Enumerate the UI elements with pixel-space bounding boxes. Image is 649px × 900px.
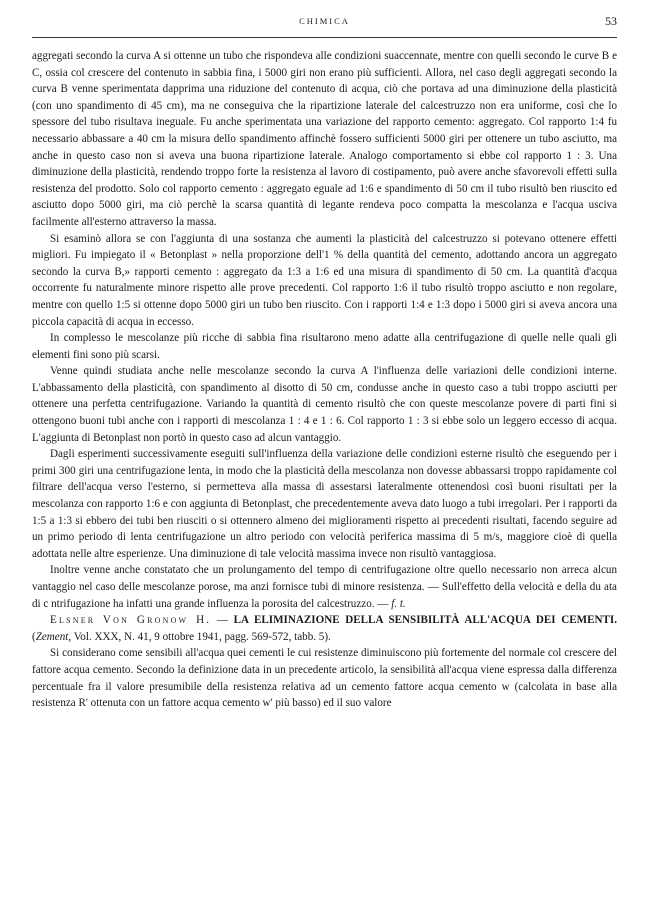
article-heading: Elsner Von Gronow H. — LA ELIMINAZIONE DELLA SENSIBILITÀ ALL'ACQUA DEI CEMENTI. (Zement, Vol. XXX, N. 41, 9 ottobre 1941, pagg. 569-572, tabb. 5). [32,614,618,643]
header-rule [32,37,617,38]
page-header [32,16,617,32]
paragraph-4: Venne quindi studiata anche nelle mescolanze secondo la curva A l'influenza delle variazioni delle condizioni interne. L'abbassamento della plasticità, con spandimento al disotto di 50 cm, condusse anche in questo caso a tubi troppo asciutti per ottenere una perfetta centrifugazione. Variando la quantità di cemento risultò che con queste mescolanze povere di parti fini si ottengono buoni tubi anche con i rapporti di mescolanza 1 : 4 e 1 : 6. Col rapporto 1 : 3 si ebbe solo un leggero eccesso di acqua. L'aggiunta di Betonplast non portò in questo caso ad alcun vantaggio. [32,365,617,444]
article-title: LA ELIMINAZIONE DELLA SENSIBILITÀ ALL'ACQUA DEI CEMENTI. [233,614,618,627]
running-title: CHIMICA [299,16,350,26]
paragraph-2: Si esaminò allora se con l'aggiunta di una sostanza che aumenti la plasticità del calcestruzzo si potevano ottenere effetti migliori. Fu impiegato il « Betonplast » nella proporzione dell'1 % della quantità del cemento, adottando ancora un aggregato secondo la curva B,» rapporti cemento : aggregato da 1:3 a 1:6 ed una misura di spandimento di 50 cm. La quantità d'acqua occorrente fu naturalmente minore rispetto alle prove precedenti. Col rapporto 1:6 il tubo risultò troppo asciutto e non regolare, mentre con quello 1:5 si ottenne dopo 5000 giri un tubo ben riuscito. Con i rapporti 1:4 e 1:3 dopo i 5000 giri si aveva ancora una piccola capacità di acqua in eccesso. [32,232,617,328]
paragraph-5: Dagli esperimenti successivamente eseguiti sull'influenza della variazione delle condizioni esterne risultò che eseguendo per i primi 300 giri una centrifugazione lenta, in modo che la plasticità della mescolanza non dovesse abbassarsi troppo rapidamente col filtrare dell'acqua verso l'esterno, si permetteva alla massa di assestarsi lateralmente ottenendosi così buoni risultati per la mescolanza con rapporto 1:6 e con aggiunta di Betonplast, che precedentemente aveva dato luogo a tubi irregolari. Per i rapporti da 1:5 a 1:3 si ebbero dei tubi ben riusciti o si ottennero almeno dei miglioramenti rispetto ai precedenti risultati, facendo seguire ad un primo periodo di lenta centrifugazione un altro periodo con velocità periferica massima di 5 m/s, maggiore cioè di quella adottata nelle altre esperienze. Una diminuzione di tale velocità massima invece non risultò vantaggiosa. [32,448,617,560]
citation: , Vol. XXX, N. 41, 9 ottobre 1941, pagg. 569-572, tabb. 5). [68,630,331,643]
paragraph-6 [32,562,617,612]
paragraph-3: In complesso le mescolanze più ricche di sabbia fina risultarono meno adatte alla centrifugazione di quelle nelle quali gli elementi fini sono più scarsi. [32,332,617,361]
article-2-body: Si considerano come sensibili all'acqua quei cementi le cui resistenze diminuiscono più fortemente del normale col crescere del fattore acqua cemento. Secondo la definizione data in un precedente articolo, la sensibilità all'acqua viene espressa dalla differenza percentuale fra il valore presumibile della resistenza relativa ad un cemento fattore acqua cemento w (calcolata in base alla resistenza R' ottenuta con un fattore acqua cemento w' più basso) ed il suo valore [32,647,617,710]
heading-dash: — [211,614,234,627]
page-number: 53 [605,14,617,28]
paragraph-1: aggregati secondo la curva A si ottenne un tubo che rispondeva alle condizioni suaccennate, mentre con quelli secondo le curve B e C, ossia col crescere del contenuto in sabbia fina, i 5000 giri non erano più sufficienti. Allora, nel caso degli aggregati secondo la curva B venne sperimentata dapprima una riduzione del contenuto di acqua, ciò che portava ad una diminuzione della plasticità (con uno spandimento di 45 cm), ma ne conseguiva che la ripartizione laterale del calcestruzzo non era uniforme, così che lo spessore del tubo risultava ineguale. Fu anche sperimentata una variazione del rapporto cemento: aggregato. Col rapporto 1:4 fu necessario abbassare a 40 cm la misura dello spandimento affinchè fossero sufficienti 5000 giri per ottenere un tubo asciutto, ma anche in questo caso non si aveva una buona ripartizione laterale. Analogo comportamento si ebbe col rapporto 1 : 3. Una diminuzione della plasticità, rendendo troppo forte la resistenza al lavoro di costipamento, può avere anche sfavorevoli effetti sulla resistenza del prodotto. Solo col rapporto cemento : aggregato eguale ad 1:6 e spandimento di 50 cm il tubo risultò ben riuscito ed asciutto dopo 5000 giri, ma ciò perchè la scarsa quantità di legante rendeva poco compatta la mescolanza e l'acqua usciva facilmente all'esterno attraverso la massa. [32,50,617,228]
page-body [32,48,617,712]
article-author: Elsner Von Gronow H. [50,614,212,627]
signature: f. t. [391,597,406,610]
paragraph-6-text: Inoltre venne anche constatato che un prolungamento del tempo di centrifugazione oltre quello necessario non arreca alcun vantaggio nel caso delle mescolanze porose, ma anzi fornisce tubi di minore resistenza. — Sull'effetto della velocità e della du ata di c ntrifugazione ha infatti una grande influenza la porosita del calcestruzzo. — [32,564,617,610]
journal-name: Zement [35,630,69,643]
